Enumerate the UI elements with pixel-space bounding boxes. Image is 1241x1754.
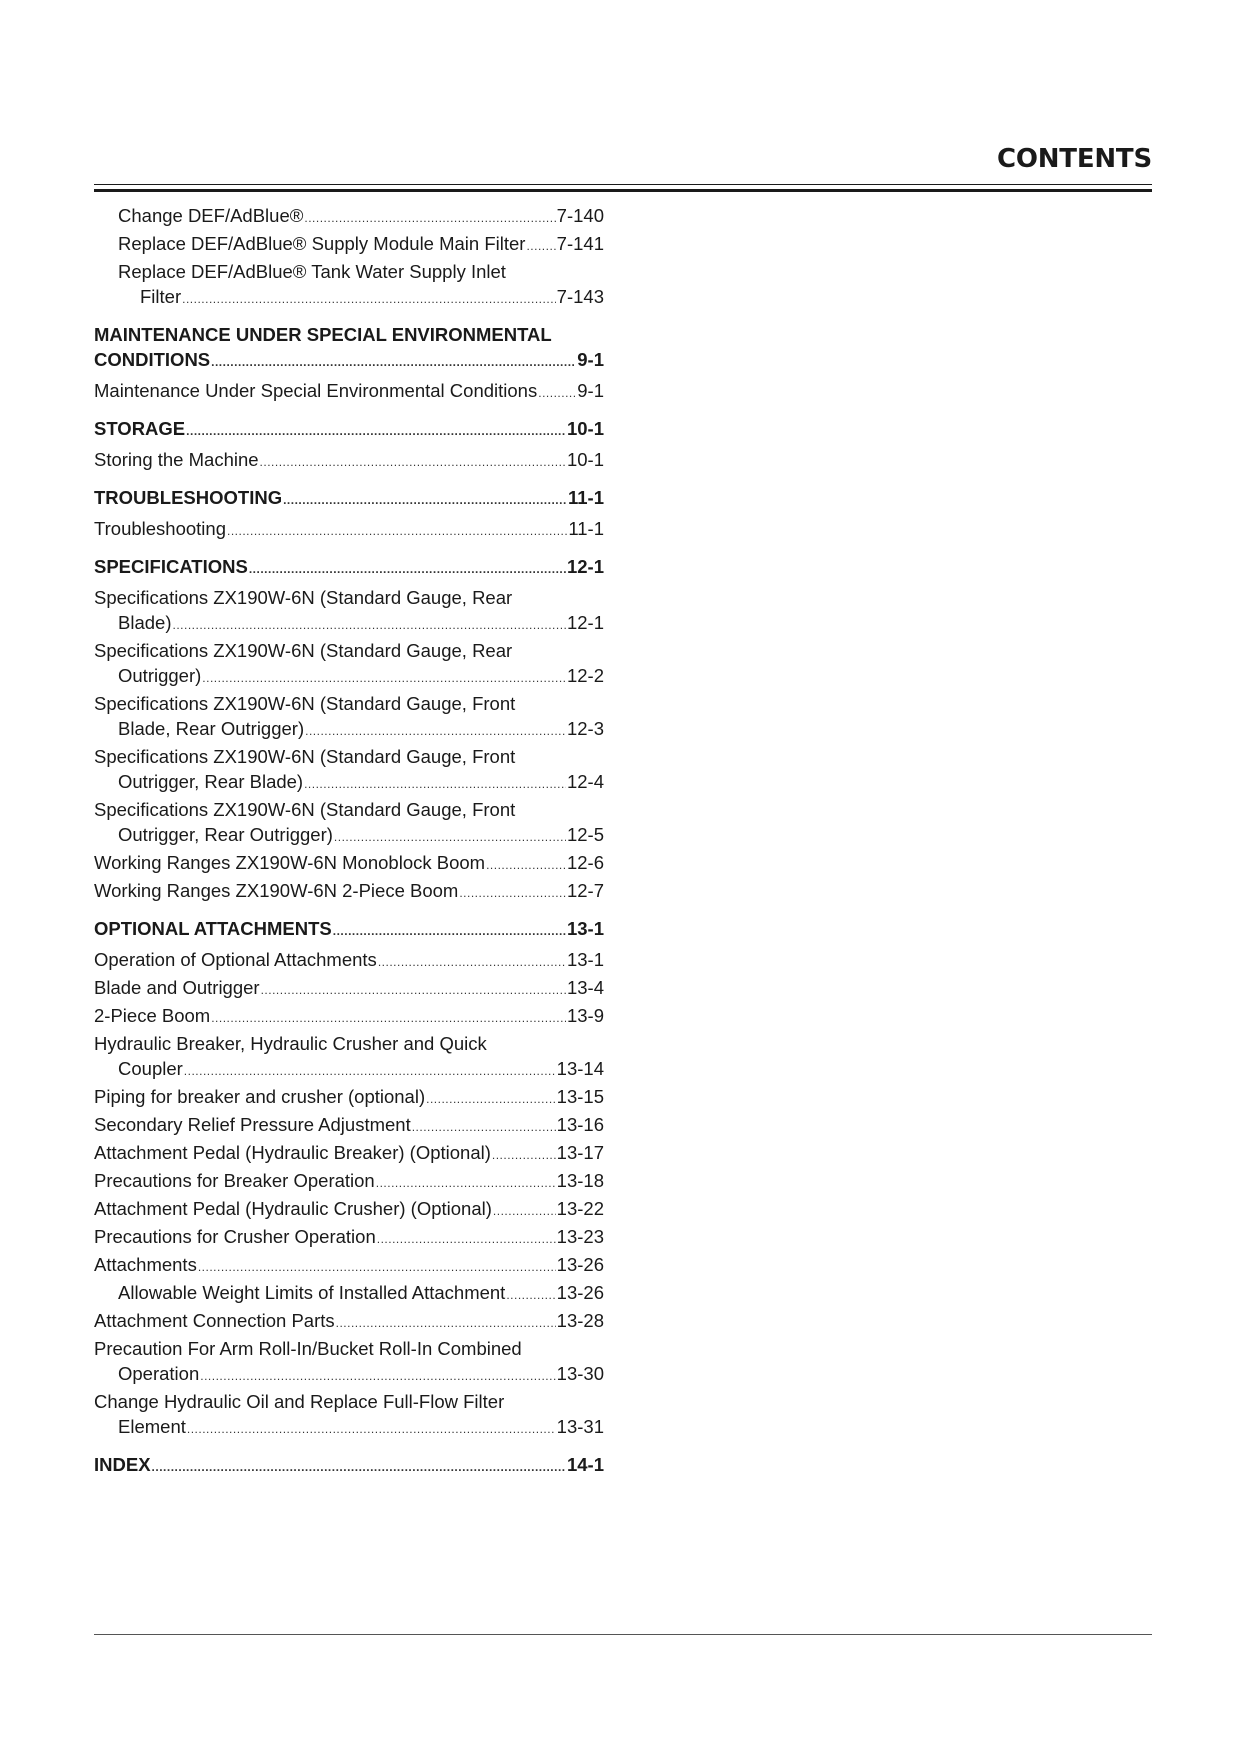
dot-leader [378, 950, 566, 975]
dot-leader [211, 350, 576, 375]
entry-title: Maintenance Under Special Environmental Conditions [94, 380, 538, 401]
dot-leader [249, 557, 566, 582]
page-number: 13-26 [556, 1254, 604, 1275]
entry-title: Attachments [94, 1254, 197, 1275]
toc-item [94, 554, 604, 582]
page-number: 11-1 [568, 518, 604, 539]
toc-section-row[interactable] [94, 1452, 604, 1480]
toc-item [94, 1003, 604, 1031]
page-number: 13-4 [566, 977, 604, 998]
toc-item [94, 1336, 604, 1389]
toc-item [94, 447, 604, 475]
page-number: 13-17 [556, 1142, 604, 1163]
entry-title: Piping for breaker and crusher (optional) [94, 1086, 426, 1107]
page-number: 13-18 [556, 1170, 604, 1191]
entry-title-line: Specifications ZX190W-6N (Standard Gauge, Rear [94, 587, 513, 608]
toc-entry-row[interactable] [94, 1414, 604, 1442]
dot-leader [202, 666, 566, 691]
section-title-line: MAINTENANCE UNDER SPECIAL ENVIRONMENTAL [94, 324, 552, 345]
toc-section-row[interactable] [94, 916, 604, 944]
entry-title: Blade and Outrigger [94, 977, 260, 998]
dot-leader [412, 1115, 556, 1140]
entry-title: Operation of Optional Attachments [94, 949, 377, 970]
toc-item [94, 516, 604, 544]
page-number: 12-2 [566, 665, 604, 686]
toc-entry-row[interactable] [94, 516, 604, 544]
toc-entry-row[interactable] [94, 1084, 604, 1112]
page-number: 13-28 [556, 1310, 604, 1331]
entry-title: Blade) [118, 612, 172, 633]
toc-section-row[interactable] [94, 554, 604, 582]
toc-item [94, 850, 604, 878]
dot-leader [526, 234, 555, 259]
entry-title: Filter [140, 286, 182, 307]
toc-item [94, 744, 604, 797]
dot-leader [260, 450, 566, 475]
toc-item [94, 1140, 604, 1168]
entry-title: Precautions for Breaker Operation [94, 1170, 375, 1191]
page-number: 9-1 [577, 349, 604, 370]
dot-leader [492, 1143, 556, 1168]
toc-entry-row[interactable] [94, 610, 604, 638]
page-number: 14-1 [566, 1454, 604, 1475]
dot-leader [377, 1227, 556, 1252]
toc-entry-row[interactable] [94, 1112, 604, 1140]
entry-title: Change DEF/AdBlue® [118, 205, 304, 226]
toc-entry-row[interactable] [94, 1056, 604, 1084]
entry-title-line: Replace DEF/AdBlue® Tank Water Supply Inlet [118, 261, 506, 282]
toc-entry-row[interactable] [94, 1224, 604, 1252]
page-number: 13-9 [566, 1005, 604, 1026]
dot-leader [376, 1171, 556, 1196]
toc-item [94, 1308, 604, 1336]
toc-item [94, 1224, 604, 1252]
section-title: STORAGE [94, 418, 186, 439]
page-number: 13-14 [556, 1058, 604, 1079]
section-title: INDEX [94, 1454, 151, 1475]
section-title: TROUBLESHOOTING [94, 487, 283, 508]
page-number: 10-1 [566, 418, 604, 439]
page-number: 13-16 [556, 1114, 604, 1135]
dot-leader [186, 419, 566, 444]
toc-entry-row[interactable] [94, 1140, 604, 1168]
dot-leader [182, 287, 556, 312]
dot-leader [283, 488, 567, 513]
page-title: CONTENTS [996, 144, 1152, 174]
dot-leader [493, 1199, 556, 1224]
toc-entry-row[interactable] [94, 975, 604, 1003]
entry-title-line: Specifications ZX190W-6N (Standard Gauge, Front [94, 693, 516, 714]
page-number: 13-1 [566, 949, 604, 970]
toc-entry-row[interactable] [94, 1168, 604, 1196]
page-number: 12-6 [566, 852, 604, 873]
dot-leader [152, 1455, 566, 1480]
toc-item [94, 322, 604, 375]
entry-title-line: Hydraulic Breaker, Hydraulic Crusher and Quick [94, 1033, 487, 1054]
toc-item [94, 1084, 604, 1112]
section-title: OPTIONAL ATTACHMENTS [94, 918, 332, 939]
toc-entry-row[interactable] [94, 1252, 604, 1280]
entry-title: Working Ranges ZX190W-6N 2-Piece Boom [94, 880, 459, 901]
toc-entry-row[interactable] [94, 1280, 604, 1308]
section-title: CONDITIONS [94, 349, 211, 370]
toc-item [94, 378, 604, 406]
page-number: 13-15 [556, 1086, 604, 1107]
toc-item [94, 1389, 604, 1442]
toc-item [94, 1031, 604, 1084]
entry-title: Operation [118, 1363, 200, 1384]
entry-title-line: Specifications ZX190W-6N (Standard Gauge, Rear [94, 640, 513, 661]
toc-entry-row[interactable] [94, 1361, 604, 1389]
toc-entry-row[interactable] [94, 284, 604, 312]
toc-item [94, 485, 604, 513]
page-number: 12-5 [566, 824, 604, 845]
toc-entry-row[interactable] [94, 447, 604, 475]
toc-item [94, 585, 604, 638]
page-number: 11-1 [567, 487, 604, 508]
toc-entry-row[interactable] [94, 1308, 604, 1336]
toc-item [94, 916, 604, 944]
toc-section-row[interactable] [94, 416, 604, 444]
entry-title: Storing the Machine [94, 449, 259, 470]
toc-section-row[interactable] [94, 347, 604, 375]
entry-title-line: Specifications ZX190W-6N (Standard Gauge, Front [94, 746, 516, 767]
toc-entry-row[interactable] [94, 378, 604, 406]
entry-title: Outrigger) [118, 665, 202, 686]
entry-title: Working Ranges ZX190W-6N Monoblock Boom [94, 852, 486, 873]
toc-item [94, 975, 604, 1003]
footer-rule [94, 1634, 1152, 1635]
section-title: SPECIFICATIONS [94, 556, 248, 577]
entry-title: Blade, Rear Outrigger) [118, 718, 305, 739]
dot-leader [305, 719, 566, 744]
toc-item [94, 1252, 604, 1280]
dot-leader [198, 1255, 556, 1280]
page-number: 13-1 [566, 918, 604, 939]
entry-title: Secondary Relief Pressure Adjustment [94, 1114, 411, 1135]
entry-title: Attachment Pedal (Hydraulic Crusher) (Optional) [94, 1198, 492, 1219]
toc-entry-row[interactable] [94, 203, 604, 231]
page-number: 13-26 [556, 1282, 604, 1303]
toc-section-row[interactable] [94, 485, 604, 513]
dot-leader [211, 1006, 566, 1031]
toc-item [94, 1196, 604, 1224]
toc-item [94, 1452, 604, 1480]
dot-leader [304, 206, 555, 231]
page-number: 7-143 [556, 286, 604, 307]
toc-entry-row[interactable] [94, 850, 604, 878]
dot-leader [334, 825, 566, 850]
toc-entry-row[interactable] [94, 947, 604, 975]
dot-leader [172, 613, 565, 638]
page-number: 12-3 [566, 718, 604, 739]
page-number: 9-1 [577, 380, 604, 401]
toc-item [94, 691, 604, 744]
toc-item [94, 1280, 604, 1308]
dot-leader [227, 519, 567, 544]
toc-item [94, 638, 604, 691]
entry-title: Outrigger, Rear Blade) [118, 771, 304, 792]
dot-leader [184, 1059, 556, 1084]
toc-entry-row[interactable] [94, 769, 604, 797]
page-number: 10-1 [566, 449, 604, 470]
dot-leader [304, 772, 566, 797]
entry-title-line: Change Hydraulic Oil and Replace Full-Flow Filter [94, 1391, 505, 1412]
page-number: 7-141 [556, 233, 604, 254]
toc-entry-row[interactable] [94, 663, 604, 691]
entry-title: 2-Piece Boom [94, 1005, 211, 1026]
toc-entry-row[interactable] [94, 1196, 604, 1224]
entry-title: Coupler [118, 1058, 183, 1079]
entry-title: Troubleshooting [94, 518, 226, 539]
dot-leader [336, 1311, 556, 1336]
entry-title: Element [118, 1416, 186, 1437]
entry-title: Attachment Connection Parts [94, 1310, 335, 1331]
page-number: 7-140 [556, 205, 604, 226]
page-number: 12-1 [566, 556, 604, 577]
entry-title: Outrigger, Rear Outrigger) [118, 824, 333, 845]
entry-title: Replace DEF/AdBlue® Supply Module Main Filter [118, 233, 526, 254]
dot-leader [486, 853, 566, 878]
entry-title: Attachment Pedal (Hydraulic Breaker) (Optional) [94, 1142, 491, 1163]
toc-entry-row[interactable] [94, 231, 604, 259]
dot-leader [459, 881, 566, 906]
page-number: 13-23 [556, 1226, 604, 1247]
entry-title-line: Specifications ZX190W-6N (Standard Gauge, Front [94, 799, 516, 820]
toc-entry-row[interactable] [94, 716, 604, 744]
header-rule [94, 184, 1152, 192]
toc-entry-row[interactable] [94, 1003, 604, 1031]
dot-leader [200, 1364, 555, 1389]
entry-title: Allowable Weight Limits of Installed Attachment [118, 1282, 506, 1303]
page-number: 13-22 [556, 1198, 604, 1219]
dot-leader [538, 381, 576, 406]
page-number: 13-30 [556, 1363, 604, 1384]
toc-item [94, 231, 604, 259]
toc-item [94, 1168, 604, 1196]
table-of-contents [94, 203, 604, 1480]
entry-title: Precautions for Crusher Operation [94, 1226, 376, 1247]
dot-leader [333, 919, 566, 944]
toc-entry-row[interactable] [94, 822, 604, 850]
dot-leader [426, 1087, 556, 1112]
dot-leader [187, 1417, 556, 1442]
toc-item [94, 203, 604, 231]
dot-leader [261, 978, 566, 1003]
page-number: 12-7 [566, 880, 604, 901]
page-number: 12-4 [566, 771, 604, 792]
page-number: 12-1 [566, 612, 604, 633]
toc-entry-row[interactable] [94, 878, 604, 906]
toc-item [94, 416, 604, 444]
page-number: 13-31 [556, 1416, 604, 1437]
toc-item [94, 878, 604, 906]
toc-item [94, 797, 604, 850]
toc-item [94, 259, 604, 312]
entry-title-line: Precaution For Arm Roll-In/Bucket Roll-In Combined [94, 1338, 522, 1359]
toc-item [94, 1112, 604, 1140]
toc-item [94, 947, 604, 975]
dot-leader [506, 1283, 555, 1308]
